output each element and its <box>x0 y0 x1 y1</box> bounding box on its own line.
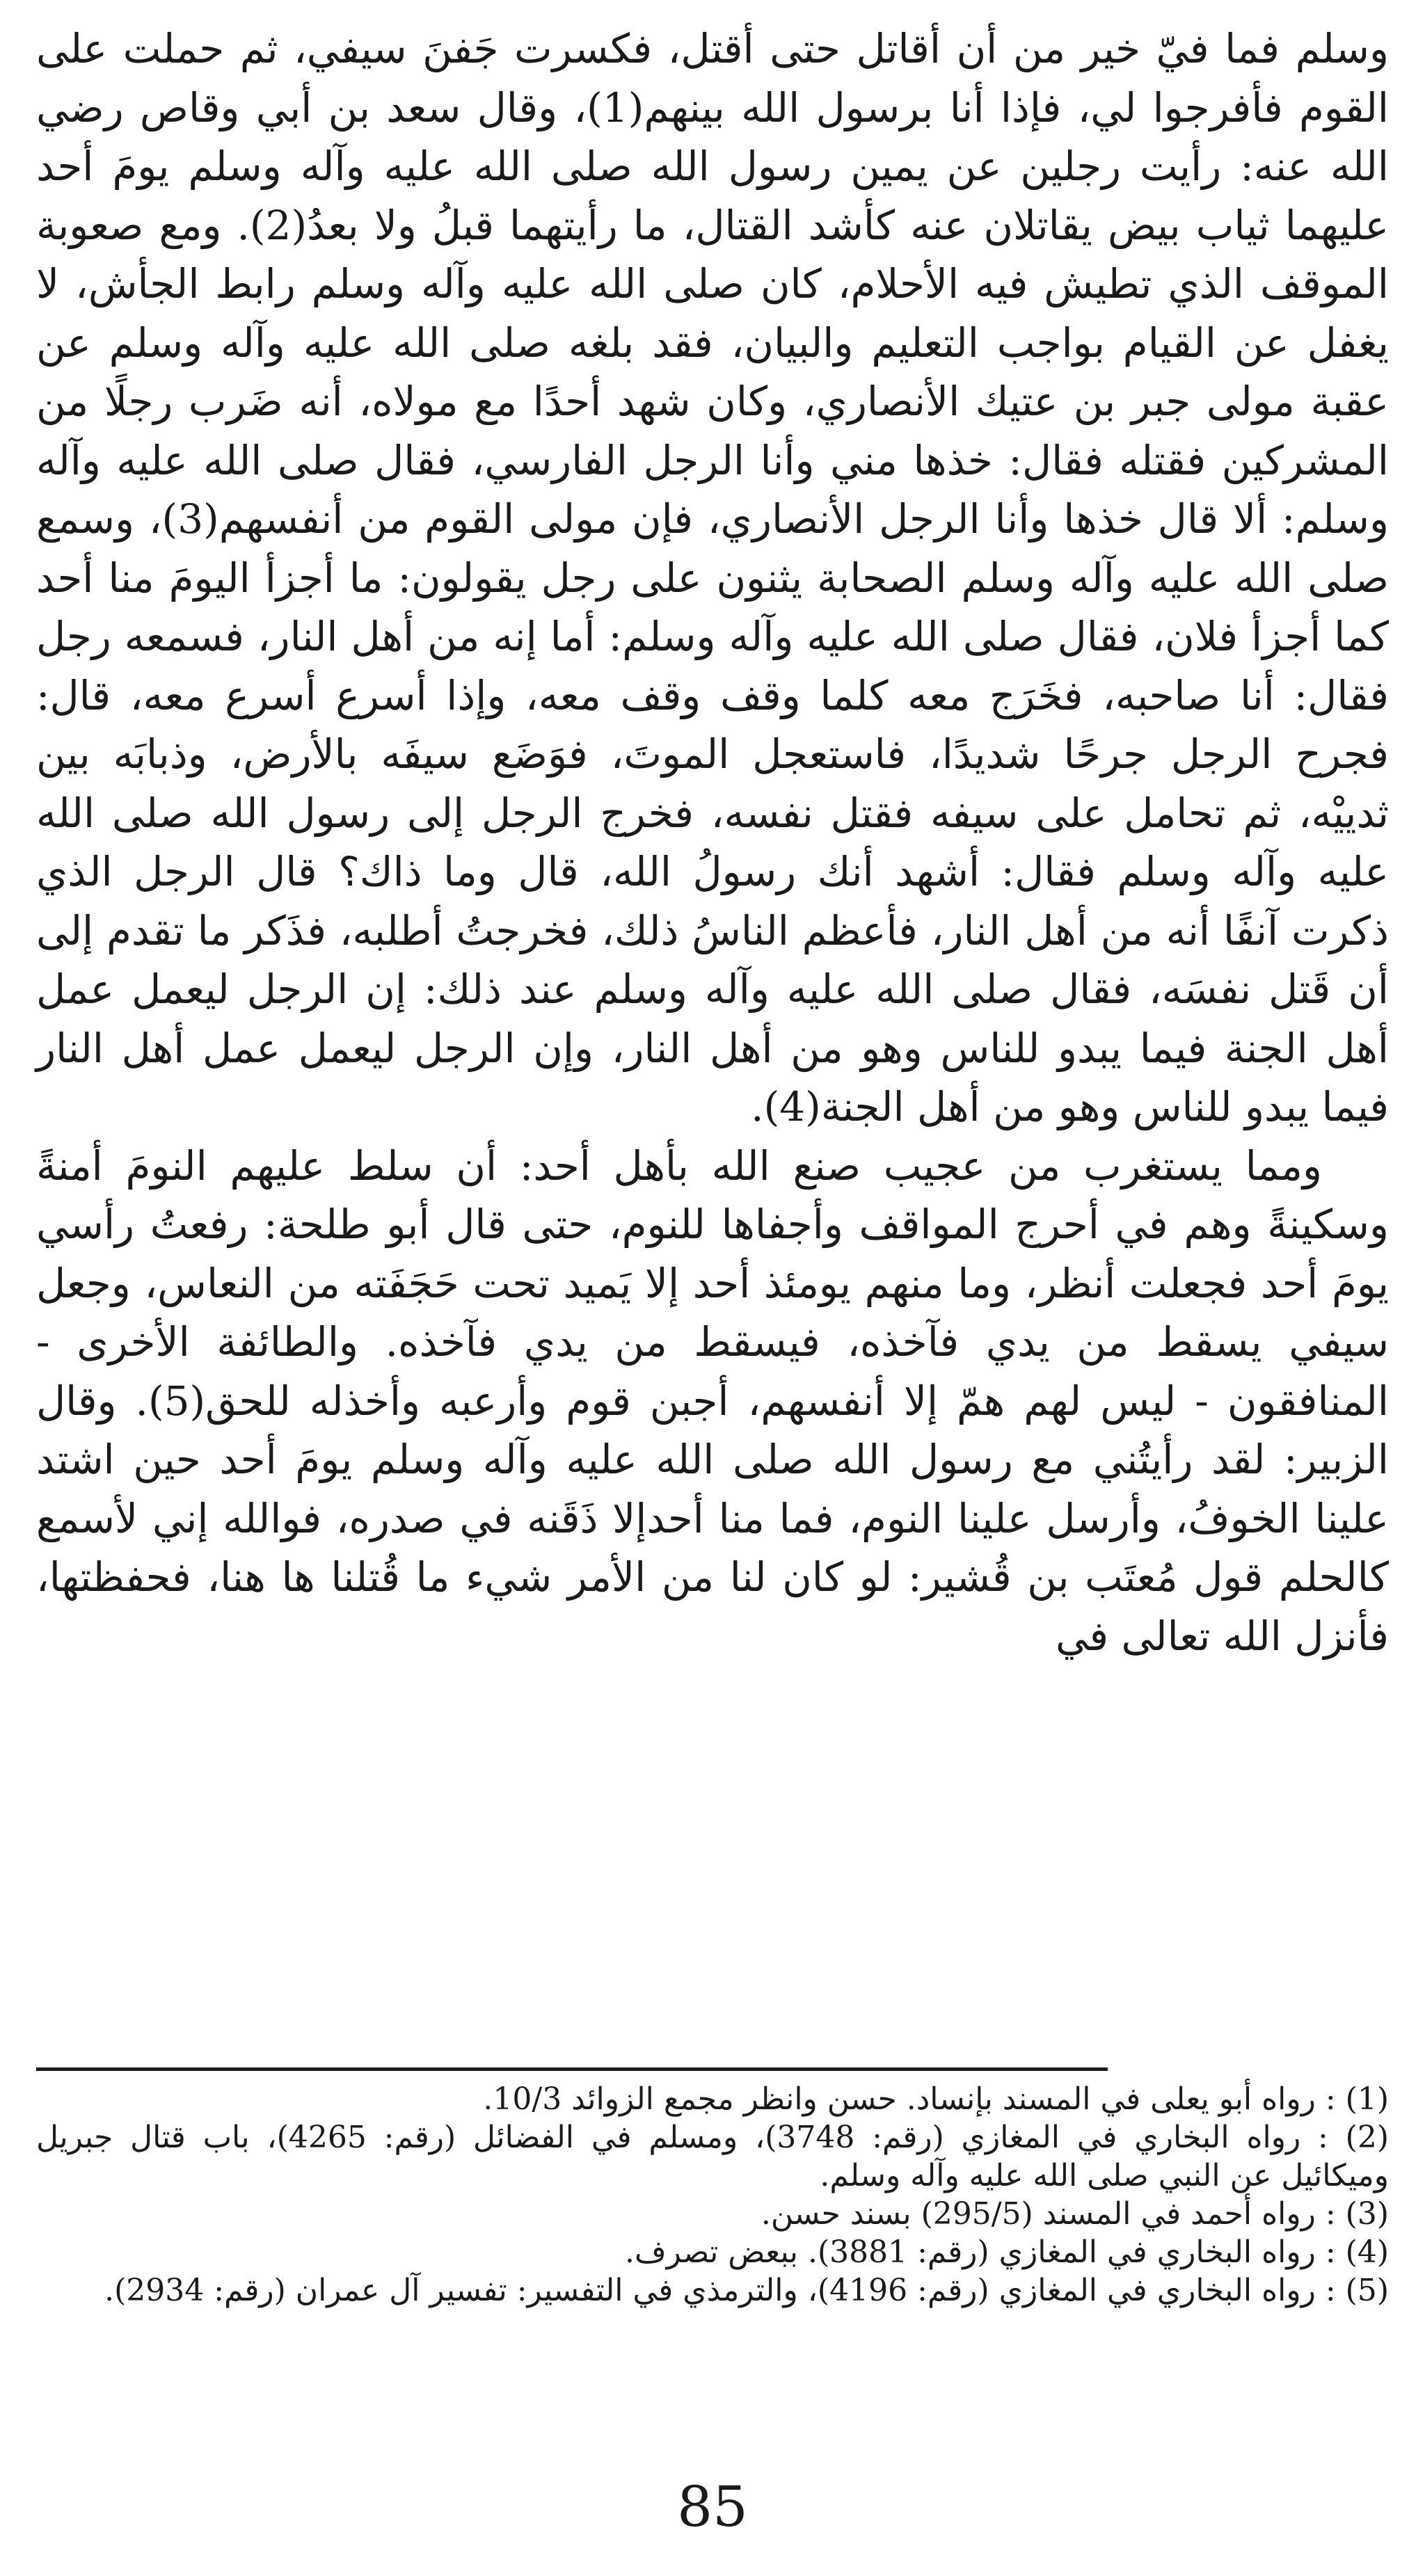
paragraph-1: وسلم فما فيّ خير من أن أقاتل حتى أقتل، فكسرت جَفنَ سيفي، ثم حملت على القوم فأفرجوا لي، فإذا أنا برسول الله بينهم(1)، وقال سعد بن أبي وقاص رضي الله عنه: رأيت رجلين عن يمين رسول الله صلى الله عليه وآله وسلم يومَ أحد عليهما ثياب بيض يقاتلان عنه كأشد القتال، ما رأيتهما قبلُ ولا بعدُ(2). ومع صعوبة الموقف الذي تطيش فيه الأحلام، كان صلى الله عليه وآله وسلم رابط الجأش، لا يغفل عن القيام بواجب التعليم والبيان، فقد بلغه صلى الله عليه وآله وسلم عن عقبة مولى جبر بن عتيك الأنصاري، وكان شهد أحدًا مع مولاه، أنه ضَرب رجلًا من المشركين فقتله فقال: خذها مني وأنا الرجل الفارسي، فقال صلى الله عليه وآله وسلم: ألا قال خذها وأنا الرجل الأنصاري، فإن مولى القوم من أنفسهم(3)، وسمع صلى الله عليه وآله وسلم الصحابة يثنون على رجل يقولون: ما أجزأ اليومَ منا أحد كما أجزأ فلان، فقال صلى الله عليه وآله وسلم: أما إنه من أهل النار، فسمعه رجل فقال: أنا صاحبه، فخَرَج معه كلما وقف وقف معه، وإذا أسرع أسرع معه، قال: فجرح الرجل جرحًا شديدًا، فاستعجل الموتَ، فوَضَع سيفَه بالأرض، وذبابَه بين ثدييْه، ثم تحامل على سيفه فقتل نفسه، فخرج الرجل إلى رسول الله صلى الله عليه وآله وسلم فقال: أشهد أنك رسولُ الله، قال وما ذاك؟ قال الرجل الذي ذكرت آنفًا أنه من أهل النار، فأعظم الناسُ ذلك، فخرجتُ أطلبه، فذَكر ما تقدم إلى أن قَتل نفسَه، فقال صلى الله عليه وآله وسلم عند ذلك: إن الرجل ليعمل عمل أهل الجنة فيما يبدو للناس وهو من أهل النار، وإن الرجل ليعمل عمل أهل النار فيما يبدو للناس وهو من أهل الجنة(4). <box>36 25 1390 1130</box>
paragraph-2: ومما يستغرب من عجيب صنع الله بأهل أحد: أن سلط عليهم النومَ أمنةً وسكينةً وهم في أحرج المواقف وأجفاها للنوم، حتى قال أبو طلحة: رفعتُ رأسي يومَ أحد فجعلت أنظر، وما منهم يومئذ أحد إلا يَميد تحت حَجَفَته من النعاس، وجعل سيفي يسقط من يدي فآخذه، فيسقط من يدي فآخذه. والطائفة الأخرى - المنافقون - ليس لهم همّ إلا أنفسهم، أجبن قوم وأرعبه وأخذله للحق(5). وقال الزبير: لقد رأيتُني مع رسول الله صلى الله عليه وآله وسلم يومَ أحد حين اشتد علينا الخوفُ، وأرسل علينا النوم، فما منا أحدإلا ذَقَنه في صدره، فوالله إني لأسمع كالحلم قول مُعتَب بن قُشير: لو كان لنا من الأمر شيء ما قُتلنا ها هنا، فحفظتها، فأنزل الله تعالى في <box>36 1142 1389 1660</box>
page-number: 85 <box>677 2474 748 2539</box>
footnote-1: (1) : رواه أبو يعلى في المسند بإنساد. حسن وانظر مجمع الزوائد 10/3. <box>483 2081 1389 2117</box>
main-text <box>36 19 1389 1665</box>
footnotes <box>36 2080 1389 2310</box>
footnote-2: (2) : رواه البخاري في المغازي (رقم: 3748)، ومسلم في الفضائل (رقم: 4265)، باب قتال جبريل وميكائيل عن النبي صلى الله عليه وآله وسلم. <box>36 2120 1389 2193</box>
footnote-separator <box>36 2067 1108 2071</box>
footnote-4: (4) : رواه البخاري في المغازي (رقم: 3881). ببعض تصرف. <box>625 2234 1389 2270</box>
footnote-3: (3) : رواه أحمد في المسند (295/5) بسند حسن. <box>761 2196 1389 2232</box>
footnote-5: (5) : رواه البخاري في المغازي (رقم: 4196)، والترمذي في التفسير: تفسير آل عمران (رقم: 2934). <box>104 2273 1389 2308</box>
